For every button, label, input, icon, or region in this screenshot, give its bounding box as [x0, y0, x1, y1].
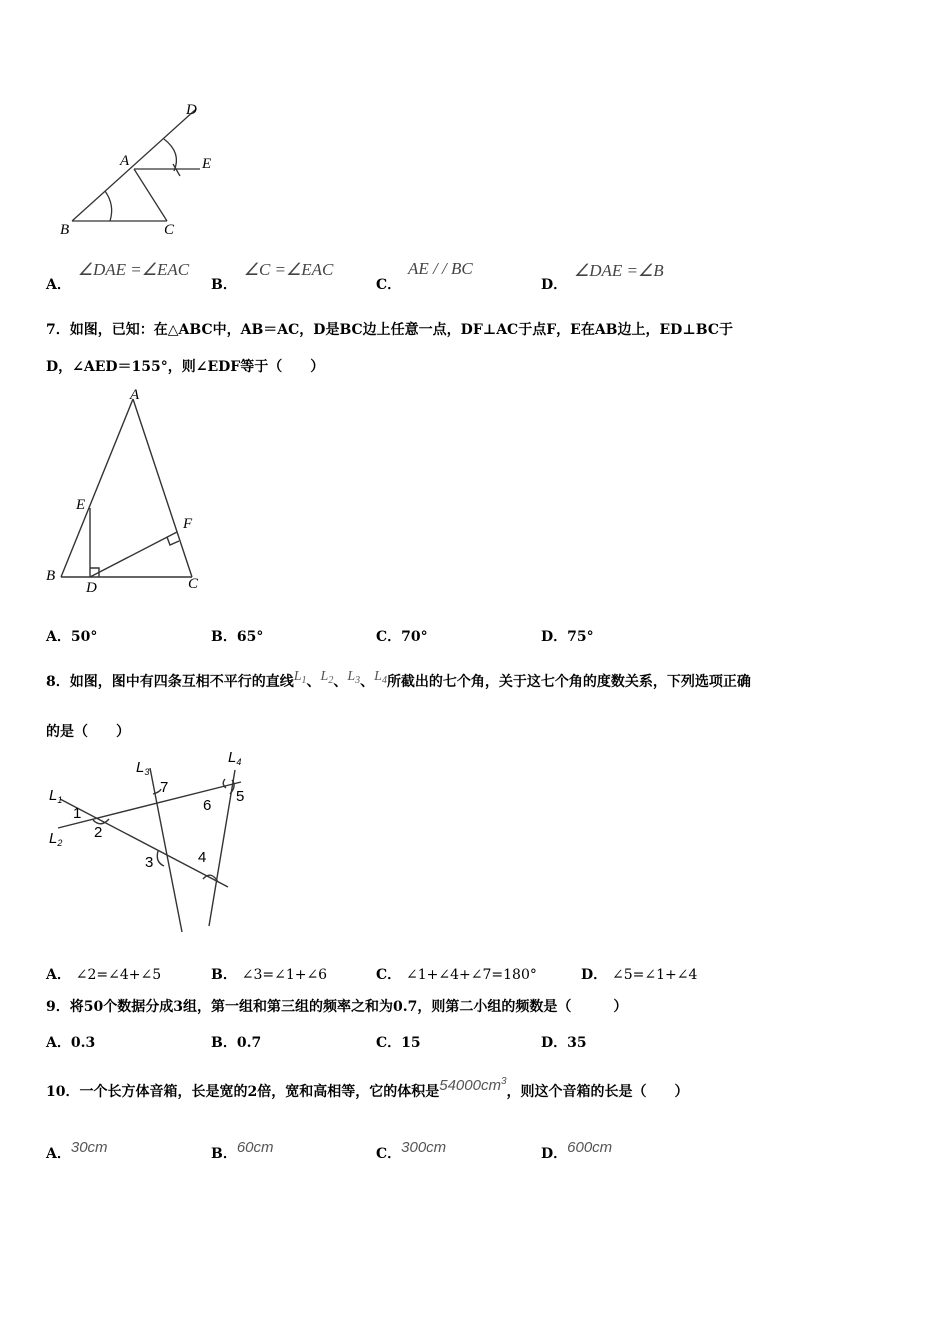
- q10-text: 10．一个长方体音箱，长是宽的2倍，宽和高相等，它的体积是$54000cm^3$，则这个音箱的长是（ ）: [46, 1076, 689, 1100]
- label-E: E: [76, 497, 86, 513]
- q9-option-a[interactable]: A．0.3: [46, 1035, 96, 1051]
- angle-label-4: 4: [198, 849, 207, 866]
- q6-option-d[interactable]: D． ∠DAE =∠B: [541, 261, 664, 293]
- line-L2: [58, 782, 241, 828]
- angle-label-7: 7: [160, 779, 169, 796]
- q8-option-c[interactable]: C． ∠1+∠4+∠7=180°: [376, 967, 537, 983]
- label-A: A: [130, 387, 140, 403]
- angle-label-6: 6: [203, 797, 212, 814]
- angle-label-3: 3: [145, 854, 154, 871]
- q6-figure: [50, 95, 230, 240]
- q8-option-a[interactable]: A． ∠2=∠4+∠5: [46, 967, 162, 983]
- seg-DF: [90, 532, 177, 577]
- line-BD: [72, 110, 195, 221]
- q8-option-d[interactable]: D． ∠5=∠1+∠4: [581, 967, 698, 983]
- q6-option-c[interactable]: C． AE / / BC: [376, 259, 473, 293]
- right-angle-F: [167, 537, 179, 545]
- q10-option-b[interactable]: B．60cm: [211, 1139, 274, 1162]
- q8-line1: 8．如图，图中有四条互相不平行的直线$L_1$、$L_2$、$L_3$、$L_4$所截出的七个角，关于这七个角的度数关系，下列选项正确: [46, 669, 751, 690]
- q7-figure: [40, 385, 215, 600]
- angle-label-1: 1: [73, 805, 82, 822]
- q8-line2: 的是（ ）: [46, 724, 130, 740]
- label-F: F: [183, 516, 193, 532]
- line-AC: [134, 169, 167, 221]
- q9-option-c[interactable]: C．15: [376, 1035, 421, 1051]
- label-C: C: [188, 576, 199, 592]
- q7-line2: D，∠AED＝155°，则∠EDF等于（ ）: [46, 359, 325, 375]
- q6-option-b[interactable]: B． ∠C =∠EAC: [211, 260, 334, 293]
- q8-option-b[interactable]: B． ∠3=∠1+∠6: [211, 967, 328, 983]
- label-E: E: [202, 156, 212, 172]
- angle-label-5: 5: [236, 788, 245, 805]
- label-L2: $L_2$: [49, 830, 63, 848]
- q10-option-c[interactable]: C．300cm: [376, 1139, 447, 1162]
- label-A: A: [120, 153, 130, 169]
- label-B: B: [60, 222, 70, 238]
- angle-label-2: 2: [94, 824, 103, 841]
- q8-figure: [45, 748, 255, 938]
- q7-line1: 7．如图，已知：在△ABC中，AB＝AC，D是BC边上任意一点，DF⊥AC于点F，E在AB边上，ED⊥BC于: [46, 322, 733, 338]
- side-AB: [61, 399, 133, 577]
- label-L3: $L_3$: [136, 759, 150, 777]
- q10-option-a[interactable]: A．30cm: [46, 1139, 108, 1162]
- q10-option-d[interactable]: D．600cm: [541, 1139, 613, 1162]
- q9-text: 9．将50个数据分成3组，第一组和第三组的频率之和为0.7，则第二小组的频数是（ ）: [46, 999, 628, 1015]
- q9-option-b[interactable]: B．0.7: [211, 1035, 262, 1051]
- label-L4: $L_4$: [228, 749, 242, 767]
- q7-option-c[interactable]: C．70°: [376, 629, 428, 645]
- q7-option-d[interactable]: D．75°: [541, 629, 594, 645]
- arc-B: [105, 191, 112, 221]
- q7-option-a[interactable]: A．50°: [46, 629, 98, 645]
- label-D: D: [86, 580, 97, 596]
- q9-option-d[interactable]: D．35: [541, 1035, 587, 1051]
- q6-option-a[interactable]: A． ∠DAE =∠EAC: [46, 260, 190, 293]
- label-B: B: [46, 568, 56, 584]
- label-C: C: [164, 222, 175, 238]
- q7-option-b[interactable]: B．65°: [211, 629, 264, 645]
- label-D: D: [186, 102, 197, 118]
- label-L1: $L_1$: [49, 787, 63, 805]
